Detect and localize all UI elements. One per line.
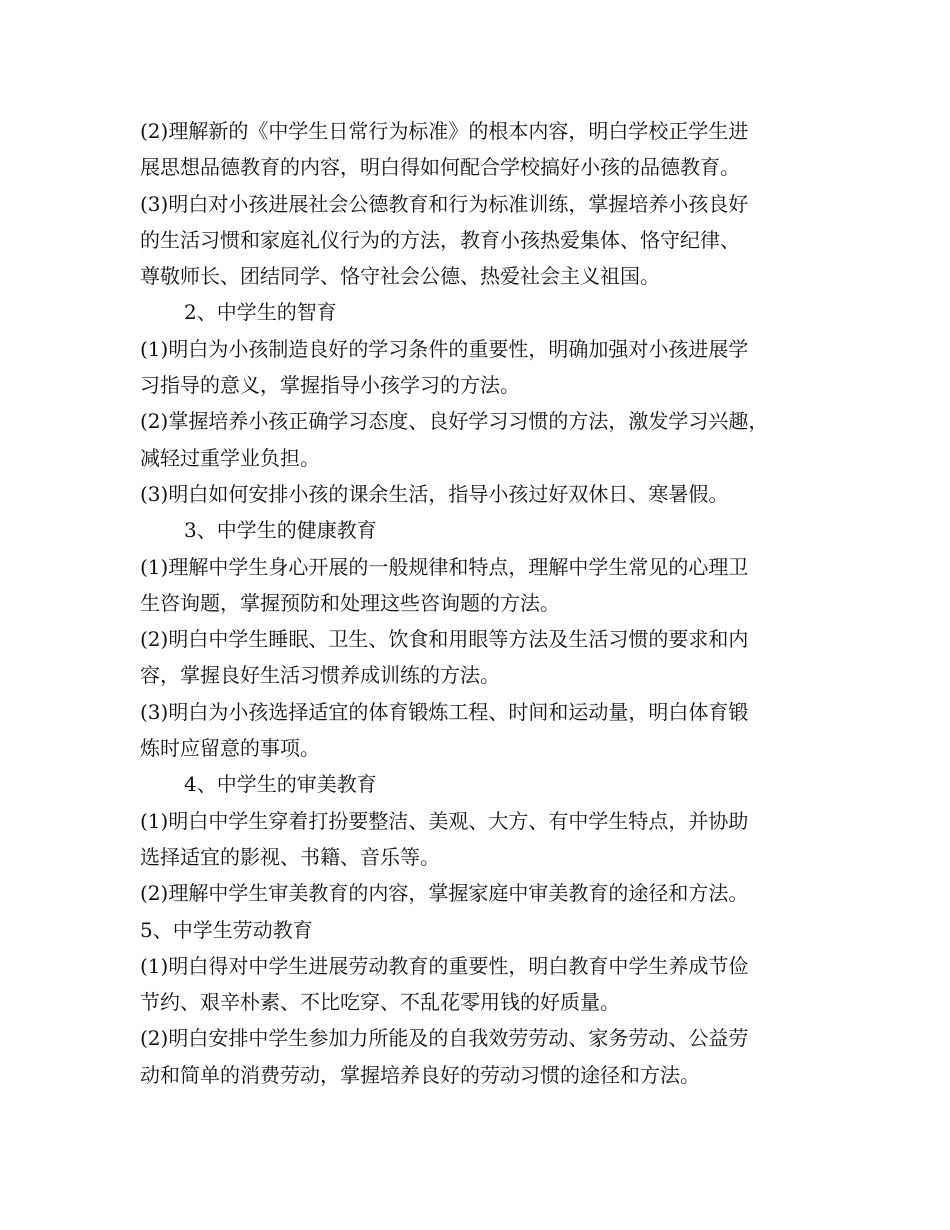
text-line: 动和简单的消费劳动，掌握培养良好的劳动习惯的途径和方法。 (140, 1062, 700, 1087)
paragraph (140, 403, 830, 476)
paragraph (140, 549, 830, 622)
text-line: (3)明白为小孩选择适宜的体育锻炼工程、时间和运动量，明白体育锻 (140, 699, 749, 724)
heading-text: 5、中学生劳动教育 (140, 917, 313, 942)
text-line: (2)理解新的《中学生日常行为标准》的根本内容，明白学校正学生进 (140, 119, 749, 143)
text-line: (2)掌握培养小孩正确学习态度、良好学习习惯的方法，激发学习兴趣， (140, 409, 769, 434)
paragraph (140, 113, 830, 186)
paragraph (140, 186, 830, 295)
document-body (140, 113, 830, 1093)
paragraph (140, 875, 830, 911)
text-line: (2)理解中学生审美教育的内容，掌握家庭中审美教育的途径和方法。 (140, 881, 749, 906)
paragraph (140, 694, 830, 767)
heading-text: 3、中学生的健康教育 (184, 518, 377, 543)
paragraph (140, 331, 830, 404)
text-line: 容，掌握良好生活习惯养成训练的方法。 (140, 663, 500, 688)
text-line: 节约、艰辛朴素、不比吃穿、不乱花零用钱的好质量。 (140, 990, 620, 1015)
paragraph (140, 948, 830, 1021)
section-heading (140, 766, 830, 802)
text-line: (1)明白为小孩制造良好的学习条件的重要性，明确加强对小孩进展学 (140, 336, 749, 361)
paragraph (140, 1020, 830, 1093)
text-line: 习指导的意义，掌握指导小孩学习的方法。 (140, 373, 520, 398)
heading-text: 2、中学生的智育 (184, 300, 337, 325)
text-line: 尊敬师长、团结同学、恪守社会公德、热爱社会主义祖国。 (140, 264, 660, 289)
text-line: (1)明白中学生穿着打扮要整洁、美观、大方、有中学生特点，并协助 (140, 808, 749, 833)
text-line: (2)明白中学生睡眠、卫生、饮食和用眼等方法及生活习惯的要求和内 (140, 627, 749, 652)
section-heading (140, 294, 830, 330)
text-line: 炼时应留意的事项。 (140, 736, 320, 761)
text-line: (1)明白得对中学生进展劳动教育的重要性，明白教育中学生养成节俭 (140, 953, 749, 978)
paragraph (140, 803, 830, 876)
section-heading (140, 912, 830, 948)
text-line: 展思想品德教育的内容，明白得如何配合学校搞好小孩的品德教育。 (140, 155, 740, 180)
text-line: (1)理解中学生身心开展的一般规律和特点，理解中学生常见的心理卫 (140, 554, 749, 579)
section-heading (140, 512, 830, 548)
text-line: 的生活习惯和家庭礼仪行为的方法，教育小孩热爱集体、恪守纪律、 (140, 227, 740, 252)
text-line: (3)明白如何安排小孩的课余生活，指导小孩过好双休日、寒暑假。 (140, 481, 729, 506)
text-line: (2)明白安排中学生参加力所能及的自我效劳劳动、家务劳动、公益劳 (140, 1026, 749, 1051)
paragraph (140, 476, 830, 512)
paragraph (140, 621, 830, 694)
text-line: 生咨询题，掌握预防和处理这些咨询题的方法。 (140, 590, 560, 615)
text-line: (3)明白对小孩进展社会公德教育和行为标准训练，掌握培养小孩良好 (140, 191, 749, 216)
text-line: 选择适宜的影视、书籍、音乐等。 (140, 844, 440, 869)
text-line: 减轻过重学业负担。 (140, 445, 320, 470)
heading-text: 4、中学生的审美教育 (184, 772, 377, 797)
